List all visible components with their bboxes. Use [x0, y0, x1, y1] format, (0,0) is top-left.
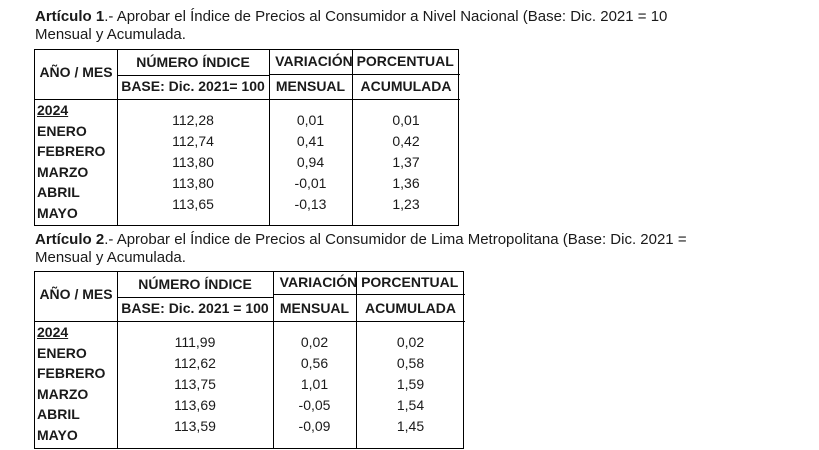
cumulative-value: 1,59 — [396, 376, 425, 392]
index-value: 113,80 — [172, 154, 214, 170]
col-header-variacion: VARIACIÓN PORCENTUAL — [275, 53, 454, 69]
col-header-base: BASE: Dic. 2021 = 100 — [121, 300, 269, 316]
monthly-value: 0,02 — [300, 334, 329, 350]
month-label: MAYO — [37, 426, 78, 443]
monthly-values — [273, 332, 356, 437]
monthly-value: -0,09 — [298, 418, 331, 434]
monthly-value: 0,01 — [296, 112, 325, 128]
cumulative-values — [352, 110, 460, 215]
article-1-label: Artículo 1 — [35, 8, 105, 25]
monthly-value: -0,13 — [294, 196, 327, 212]
cumulative-value: 0,42 — [392, 133, 420, 149]
article-2-text: .- Aprobar el Índice de Precios al Consumidor de Lima Metropolitana (Base: Dic. 2021 = — [104, 231, 687, 248]
index-value: 113,69 — [174, 397, 216, 413]
col-header-variacion: VARIACIÓN PORCENTUAL — [279, 274, 459, 290]
year-label: 2024 — [37, 102, 69, 118]
monthly-value: 1,01 — [300, 376, 329, 392]
article-2-label: Artículo 2 — [35, 231, 105, 248]
cumulative-values — [356, 332, 465, 437]
monthly-value: 0,94 — [296, 154, 325, 170]
month-label: ENERO — [37, 122, 87, 139]
index-values — [117, 332, 273, 437]
index-value: 112,28 — [172, 112, 214, 128]
cumulative-value: 0,01 — [392, 112, 420, 128]
month-label: MAYO — [37, 204, 78, 221]
index-value: 113,65 — [172, 196, 214, 212]
col-header-acumulada: ACUMULADA — [360, 78, 452, 94]
col-header-mensual: MENSUAL — [279, 300, 350, 316]
col-header-acumulada: ACUMULADA — [365, 300, 456, 316]
article-2-line2: Mensual y Acumulada. — [35, 249, 186, 266]
cumulative-value: 1,37 — [392, 154, 420, 170]
article-1-heading — [35, 8, 667, 25]
index-value: 113,59 — [174, 418, 216, 434]
index-value: 112,62 — [174, 355, 216, 371]
article-1-line2: Mensual y Acumulada. — [35, 26, 186, 43]
col-header-anio-mes: AÑO / MES — [39, 286, 113, 302]
cumulative-value: 0,58 — [396, 355, 425, 371]
months-column — [37, 322, 105, 445]
monthly-value: -0,01 — [294, 175, 327, 191]
cumulative-value: 1,54 — [396, 397, 425, 413]
index-value: 112,74 — [172, 133, 214, 149]
monthly-value: -0,05 — [298, 397, 331, 413]
col-header-mensual: MENSUAL — [275, 78, 346, 94]
ipc-lima-table — [34, 271, 464, 449]
month-label: MARZO — [37, 163, 89, 180]
ipc-national-table — [34, 49, 459, 226]
index-values — [117, 110, 269, 215]
month-label: ABRIL — [37, 184, 80, 200]
article-1-text: .- Aprobar el Índice de Precios al Consumidor a Nivel Nacional (Base: Dic. 2021 = 10 — [104, 8, 668, 25]
index-value: 113,80 — [172, 175, 214, 191]
months-column — [37, 100, 105, 223]
month-label: ABRIL — [37, 406, 80, 422]
month-label: ENERO — [37, 344, 87, 361]
year-label: 2024 — [37, 324, 69, 340]
month-label: FEBRERO — [37, 143, 106, 159]
month-label: MARZO — [37, 385, 89, 402]
col-header-numero-indice: NÚMERO ÍNDICE — [136, 54, 250, 70]
col-header-anio-mes: AÑO / MES — [39, 64, 113, 80]
month-label: FEBRERO — [37, 365, 106, 381]
monthly-value: 0,41 — [296, 133, 325, 149]
cumulative-value: 1,23 — [392, 196, 420, 212]
monthly-values — [269, 110, 352, 215]
article-2-heading — [35, 231, 687, 248]
cumulative-value: 1,45 — [396, 418, 425, 434]
cumulative-value: 0,02 — [396, 334, 425, 350]
monthly-value: 0,56 — [300, 355, 329, 371]
index-value: 111,99 — [174, 334, 216, 350]
col-header-numero-indice: NÚMERO ÍNDICE — [138, 276, 252, 292]
col-header-base: BASE: Dic. 2021= 100 — [121, 78, 265, 94]
index-value: 113,75 — [174, 376, 216, 392]
cumulative-value: 1,36 — [392, 175, 420, 191]
